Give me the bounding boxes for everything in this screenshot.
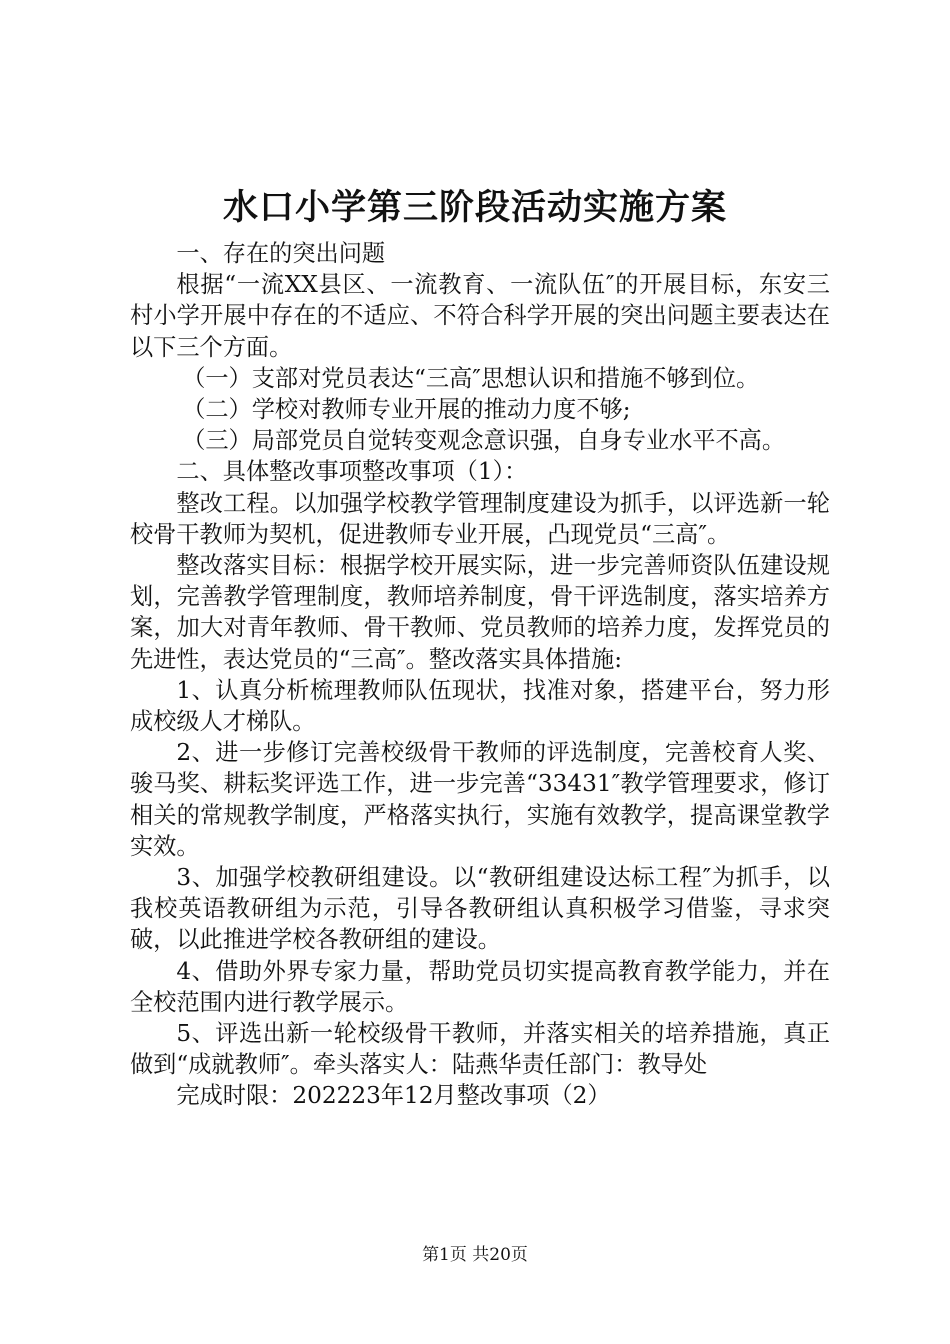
measure-item-5: 5、评选出新一轮校级骨干教师，并落实相关的培养措施，真正做到“成就教师″。牵头落实人：陆燕华责任部门：教导处 (130, 1020, 830, 1079)
problem-item-1: （一）支部对党员表达“三高″思想认识和措施不够到位。 (182, 364, 760, 392)
measure-item-4: 4、借助外界专家力量，帮助党员切实提高教育教学能力，并在全校范围内进行教学展示。 (130, 957, 830, 1016)
paragraph-rectification-project: 整改工程。以加强学校教学管理制度建设为抓手，以评选新一轮校骨干教师为契机，促进教师专业开展，凸现党员“三高″。 (130, 489, 830, 548)
measure-item-2: 2、进一步修订完善校级骨干教师的评选制度，完善校育人奖、骏马奖、耕耘奖评选工作，进一步完善“33431″教学管理要求，修订相关的常规教学制度，严格落实执行，实施有效教学，提高课堂教学实效。 (130, 739, 830, 860)
document-body (130, 238, 830, 1112)
measure-item-1: 1、认真分析梳理教师队伍现状，找准对象，搭建平台，努力形成校级人才梯队。 (130, 676, 830, 736)
paragraph-problems-intro: 根据“一流XX县区、一流教育、一流队伍″的开展目标，东安三村小学开展中存在的不适应、不符合科学开展的突出问题主要表达在以下三个方面。 (130, 271, 830, 361)
paragraph-deadline: 完成时限：202223年12月整改事项（2） (176, 1082, 611, 1110)
document-title: 水口小学第三阶段活动实施方案 (222, 187, 727, 228)
page-footer: 第1页 共20页 (422, 1245, 528, 1265)
section-heading-problems: 一、存在的突出问题 (176, 240, 386, 267)
paragraph-rectification-goal: 整改落实目标：根据学校开展实际，进一步完善师资队伍建设规划，完善教学管理制度，教师培养制度，骨干评选制度，落实培养方案，加大对青年教师、骨干教师、党员教师的培养力度，发挥党员的先进性，表达党员的“三高″。整改落实具体措施: (130, 552, 830, 673)
problem-item-3: （三）局部党员自觉转变观念意识强，自身专业水平不高。 (182, 427, 786, 455)
measure-item-3: 3、加强学校教研组建设。以“教研组建设达标工程″为抓手，以我校英语教研组为示范，引导各教研组认真积极学习借鉴，寻求突破，以此推进学校各教研组的建设。 (130, 864, 830, 954)
problem-item-2: （二）学校对教师专业开展的推动力度不够; (182, 396, 631, 424)
section-heading-rectification: 二、具体整改事项整改事项（1）： (176, 458, 528, 486)
